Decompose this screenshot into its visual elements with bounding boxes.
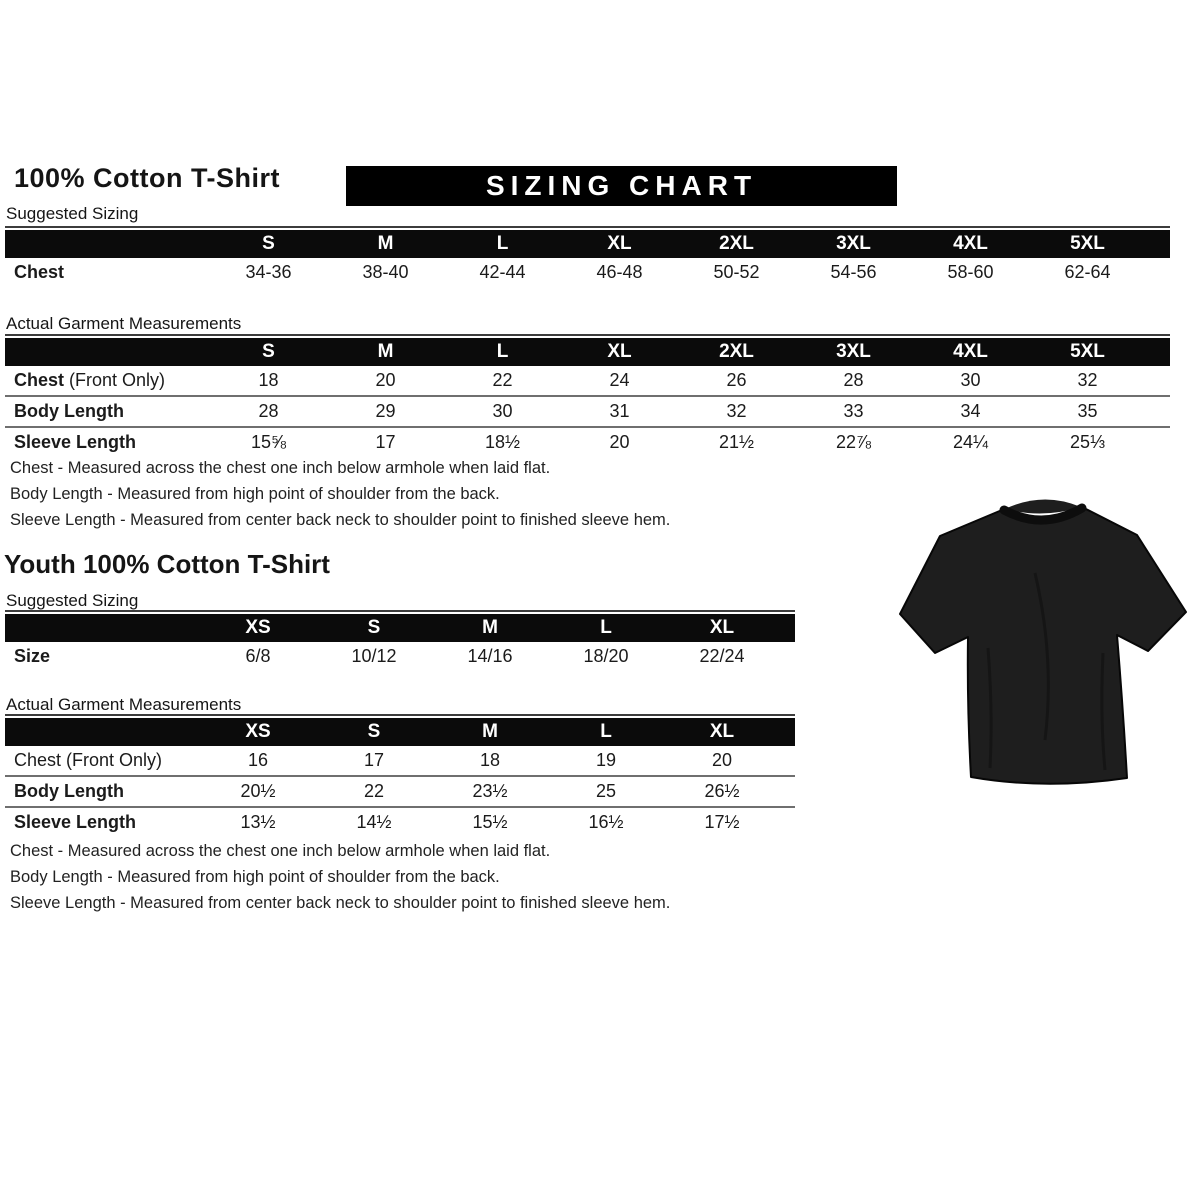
youth-section-title: Youth 100% Cotton T-Shirt bbox=[4, 549, 330, 579]
size-column-header-l: L bbox=[548, 614, 664, 642]
size-column-header-xl: XL bbox=[664, 718, 780, 746]
measurement-row bbox=[5, 396, 1170, 427]
measurement-cell: 42-44 bbox=[479, 262, 526, 282]
measurement-cell: 30 bbox=[492, 401, 513, 421]
row-end-spacer bbox=[1146, 366, 1170, 396]
measurement-cell: 15⅝ bbox=[250, 432, 287, 452]
measurement-cell: 13½ bbox=[240, 812, 276, 832]
row-label-text: Body Length bbox=[14, 781, 124, 801]
size-column-header-s: S bbox=[210, 230, 327, 258]
size-column-header-3xl: 3XL bbox=[795, 338, 912, 366]
row-label bbox=[5, 258, 210, 287]
measurement-cell: 28 bbox=[843, 370, 864, 390]
size-column-header-s: S bbox=[316, 614, 432, 642]
measurement-cell: 22⅞ bbox=[835, 432, 872, 452]
measurement-cell: 16½ bbox=[588, 812, 624, 832]
row-label-text: Size bbox=[14, 646, 51, 666]
row-label bbox=[5, 807, 200, 837]
size-column-header-m: M bbox=[432, 718, 548, 746]
measurement-cell: 10/12 bbox=[351, 646, 397, 666]
row-end-spacer bbox=[780, 642, 795, 671]
header-end-spacer bbox=[780, 718, 795, 746]
size-column-header-3xl: 3XL bbox=[795, 230, 912, 258]
row-label bbox=[5, 642, 200, 671]
measurement-cell: 16 bbox=[247, 750, 269, 770]
size-column-header-l: L bbox=[444, 230, 561, 258]
row-end-spacer bbox=[1146, 396, 1170, 427]
measurement-row bbox=[5, 258, 1170, 287]
measurement-cell: 23½ bbox=[472, 781, 508, 801]
measurement-cell: 14½ bbox=[356, 812, 392, 832]
header-spacer bbox=[5, 230, 210, 258]
adult-section-title: 100% Cotton T-Shirt bbox=[14, 163, 281, 193]
note-chest: Chest - Measured across the chest one inch below armhole when laid flat. bbox=[10, 842, 551, 860]
measurement-cell: 62-64 bbox=[1064, 262, 1111, 282]
size-column-header-s: S bbox=[316, 718, 432, 746]
row-label bbox=[5, 776, 200, 807]
measurement-cell: 21½ bbox=[718, 432, 755, 452]
row-end-spacer bbox=[1146, 427, 1170, 457]
measurement-cell: 24 bbox=[609, 370, 630, 390]
measurement-cell: 38-40 bbox=[362, 262, 409, 282]
header-end-spacer bbox=[1146, 338, 1170, 366]
measurement-cell: 22 bbox=[363, 781, 385, 801]
size-header-row bbox=[5, 718, 795, 746]
measurement-cell: 35 bbox=[1077, 401, 1098, 421]
measurement-cell: 58-60 bbox=[947, 262, 994, 282]
size-column-header-4xl: 4XL bbox=[912, 338, 1029, 366]
measurement-cell: 50-52 bbox=[713, 262, 760, 282]
row-label-text: Chest bbox=[14, 370, 65, 390]
measurement-cell: 19 bbox=[595, 750, 617, 770]
adult-actual-measurements-table bbox=[5, 338, 1170, 457]
adult-suggested-sizing-table-wrap bbox=[5, 226, 1170, 287]
adult-actual-measurements-table-wrap bbox=[5, 334, 1170, 457]
note-body-length: Body Length - Measured from high point of shoulder from the back. bbox=[10, 485, 500, 503]
measurement-cell: 17 bbox=[363, 750, 385, 770]
row-label-text: Body Length bbox=[14, 401, 124, 421]
size-header-row bbox=[5, 230, 1170, 258]
measurement-cell: 25 bbox=[595, 781, 617, 801]
row-label: Chest (Front Only) bbox=[14, 750, 163, 770]
row-end-spacer bbox=[780, 776, 795, 807]
size-column-header-l: L bbox=[548, 718, 664, 746]
youth-actual-measurements-table-wrap bbox=[5, 714, 795, 837]
measurement-cell: 15½ bbox=[472, 812, 508, 832]
row-label-text: Chest bbox=[14, 262, 65, 282]
note-sleeve-length: Sleeve Length - Measured from center back neck to shoulder point to finished sleeve hem. bbox=[10, 894, 671, 912]
youth-measurement-notes bbox=[10, 842, 670, 920]
tshirt-body bbox=[900, 508, 1186, 784]
note-sleeve-length: Sleeve Length - Measured from center back neck to shoulder point to finished sleeve hem. bbox=[10, 511, 671, 529]
size-column-header-xl: XL bbox=[561, 338, 678, 366]
measurement-cell: 33 bbox=[843, 401, 864, 421]
measurement-cell: 25⅓ bbox=[1069, 432, 1106, 452]
measurement-cell: 46-48 bbox=[596, 262, 643, 282]
size-column-header-m: M bbox=[327, 338, 444, 366]
row-label bbox=[5, 427, 210, 457]
measurement-cell: 26 bbox=[726, 370, 747, 390]
youth-suggested-sizing-table-wrap bbox=[5, 610, 795, 671]
measurement-cell: 32 bbox=[726, 401, 747, 421]
measurement-cell: 6/8 bbox=[245, 646, 271, 666]
size-column-header-5xl: 5XL bbox=[1029, 338, 1146, 366]
row-end-spacer bbox=[1146, 258, 1170, 287]
measurement-cell: 26½ bbox=[704, 781, 740, 801]
row-end-spacer bbox=[780, 746, 795, 776]
measurement-cell: 20½ bbox=[240, 781, 276, 801]
row-label bbox=[5, 396, 210, 427]
size-column-header-4xl: 4XL bbox=[912, 230, 1029, 258]
measurement-cell: 31 bbox=[609, 401, 630, 421]
row-label-suffix: (Front Only) bbox=[69, 370, 166, 390]
black-tshirt-image bbox=[893, 478, 1198, 808]
size-column-header-2xl: 2XL bbox=[678, 338, 795, 366]
measurement-cell: 32 bbox=[1077, 370, 1098, 390]
measurement-cell: 30 bbox=[960, 370, 981, 390]
size-column-header-l: L bbox=[444, 338, 561, 366]
note-body-length: Body Length - Measured from high point of shoulder from the back. bbox=[10, 868, 500, 886]
measurement-cell: 17 bbox=[375, 432, 396, 452]
measurement-cell: 17½ bbox=[704, 812, 740, 832]
measurement-cell: 20 bbox=[711, 750, 733, 770]
adult-actual-measurements-label: Actual Garment Measurements bbox=[6, 314, 242, 333]
measurement-cell: 29 bbox=[375, 401, 396, 421]
size-header-row bbox=[5, 338, 1170, 366]
measurement-cell: 18/20 bbox=[583, 646, 629, 666]
measurement-cell: 34-36 bbox=[245, 262, 292, 282]
measurement-cell: 34 bbox=[960, 401, 981, 421]
measurement-cell: 18 bbox=[479, 750, 501, 770]
youth-suggested-sizing-table bbox=[5, 614, 795, 671]
measurement-cell: 54-56 bbox=[830, 262, 877, 282]
adult-measurement-notes bbox=[10, 459, 670, 537]
size-column-header-m: M bbox=[432, 614, 548, 642]
row-label-text: Sleeve Length bbox=[14, 432, 137, 452]
note-chest: Chest - Measured across the chest one inch below armhole when laid flat. bbox=[10, 459, 551, 477]
measurement-cell: 24¼ bbox=[952, 432, 989, 452]
youth-suggested-sizing-label: Suggested Sizing bbox=[6, 591, 139, 610]
size-column-header-xl: XL bbox=[561, 230, 678, 258]
adult-suggested-sizing-label: Suggested Sizing bbox=[6, 204, 139, 223]
size-column-header-5xl: 5XL bbox=[1029, 230, 1146, 258]
measurement-row bbox=[5, 642, 795, 671]
measurement-row bbox=[5, 746, 795, 776]
measurement-row bbox=[5, 776, 795, 807]
measurement-row bbox=[5, 807, 795, 837]
size-column-header-m: M bbox=[327, 230, 444, 258]
size-column-header-s: S bbox=[210, 338, 327, 366]
size-column-header-xs: XS bbox=[200, 614, 316, 642]
size-column-header-2xl: 2XL bbox=[678, 230, 795, 258]
size-header-row bbox=[5, 614, 795, 642]
measurement-row bbox=[5, 366, 1170, 396]
row-label-text: Sleeve Length bbox=[14, 812, 137, 832]
measurement-cell: 20 bbox=[609, 432, 630, 452]
header-spacer bbox=[5, 718, 200, 746]
youth-actual-measurements-label: Actual Garment Measurements bbox=[6, 695, 242, 714]
measurement-row bbox=[5, 427, 1170, 457]
header-end-spacer bbox=[1146, 230, 1170, 258]
row-end-spacer bbox=[780, 807, 795, 837]
measurement-cell: 18 bbox=[258, 370, 279, 390]
measurement-cell: 22/24 bbox=[699, 646, 745, 666]
measurement-cell: 22 bbox=[492, 370, 513, 390]
measurement-cell: 28 bbox=[258, 401, 279, 421]
header-spacer bbox=[5, 614, 200, 642]
youth-actual-measurements-table bbox=[5, 718, 795, 837]
measurement-cell: 20 bbox=[375, 370, 396, 390]
measurement-cell: 14/16 bbox=[467, 646, 513, 666]
row-label bbox=[5, 366, 210, 396]
measurement-cell: 18½ bbox=[484, 432, 521, 452]
sizing-chart-banner: SIZING CHART bbox=[346, 166, 897, 206]
size-column-header-xl: XL bbox=[664, 614, 780, 642]
header-end-spacer bbox=[780, 614, 795, 642]
size-column-header-xs: XS bbox=[200, 718, 316, 746]
adult-suggested-sizing-table bbox=[5, 230, 1170, 287]
header-spacer bbox=[5, 338, 210, 366]
